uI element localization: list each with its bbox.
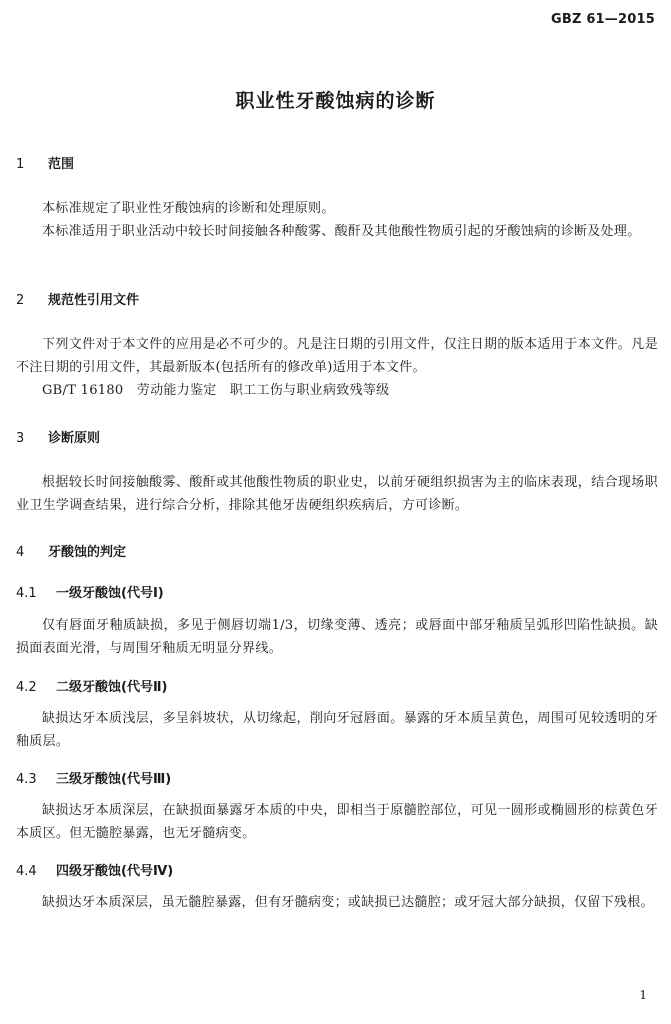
section-4-2-paragraph: 缺损达牙本质浅层，多呈斜坡状，从切缘起，削向牙冠唇面。暴露的牙本质呈黄色，周围可见较透明的牙釉质层。 bbox=[16, 711, 658, 749]
section-4-1-title: 一级牙酸蚀(代号Ⅰ) bbox=[56, 586, 164, 601]
section-4-2-heading bbox=[16, 676, 167, 695]
section-2-number: 2 bbox=[16, 293, 25, 308]
section-4-3-paragraph: 缺损达牙本质深层，在缺损面暴露牙本质的中央，即相当于原髓腔部位，可见一圆形或椭圆形的棕黄色牙本质区。但无髓腔暴露，也无牙髓病变。 bbox=[16, 803, 658, 841]
section-2-reference: GB/T 16180 劳动能力鉴定 职工工伤与职业病致残等级 bbox=[42, 383, 390, 398]
section-4-number: 4 bbox=[16, 545, 25, 560]
section-2-heading bbox=[16, 289, 139, 308]
section-3-number: 3 bbox=[16, 431, 25, 446]
section-3-title: 诊断原则 bbox=[48, 431, 101, 446]
section-2-title: 规范性引用文件 bbox=[48, 293, 140, 308]
section-1-heading bbox=[16, 153, 74, 172]
section-4-2-number: 4.2 bbox=[16, 680, 37, 695]
section-1-title: 范围 bbox=[48, 157, 75, 172]
standard-code: GBZ 61—2015 bbox=[550, 12, 655, 27]
section-4-1-paragraph: 仅有唇面牙釉质缺损，多见于侧唇切端1/3，切缘变薄、透亮；或唇面中部牙釉质呈弧形凹陷性缺损。缺损面表面光滑，与周围牙釉质无明显分界线。 bbox=[16, 618, 658, 656]
section-4-2-title: 二级牙酸蚀(代号Ⅱ) bbox=[56, 680, 168, 695]
section-4-3-title: 三级牙酸蚀(代号Ⅲ) bbox=[56, 772, 172, 787]
document-title: 职业性牙酸蚀病的诊断 bbox=[235, 90, 436, 112]
page-number: 1 bbox=[639, 988, 647, 1002]
section-4-1-number: 4.1 bbox=[16, 586, 37, 601]
section-1-number: 1 bbox=[16, 157, 25, 172]
section-4-1-heading bbox=[16, 582, 164, 601]
section-4-heading bbox=[16, 541, 126, 560]
section-3-heading bbox=[16, 427, 100, 446]
section-4-3-heading bbox=[16, 768, 171, 787]
section-4-4-heading bbox=[16, 860, 173, 879]
section-4-3-number: 4.3 bbox=[16, 772, 37, 787]
section-4-4-title: 四级牙酸蚀(代号Ⅳ) bbox=[56, 864, 174, 879]
section-1-paragraph-2: 本标准适用于职业活动中较长时间接触各种酸雾、酸酐及其他酸性物质引起的牙酸蚀病的诊断及处理。 bbox=[42, 224, 641, 239]
section-4-4-number: 4.4 bbox=[16, 864, 37, 879]
section-4-title: 牙酸蚀的判定 bbox=[48, 545, 127, 560]
section-1-paragraph-1: 本标准规定了职业性牙酸蚀病的诊断和处理原则。 bbox=[42, 201, 335, 216]
section-3-paragraph-1: 根据较长时间接触酸雾、酸酐或其他酸性物质的职业史，以前牙硬组织损害为主的临床表现，结合现场职业卫生学调查结果，进行综合分析，排除其他牙齿硬组织疾病后，方可诊断。 bbox=[16, 475, 658, 513]
section-4-4-paragraph: 缺损达牙本质深层，虽无髓腔暴露，但有牙髓病变；或缺损已达髓腔；或牙冠大部分缺损，仅留下残根。 bbox=[42, 895, 654, 910]
section-2-paragraph-1: 下列文件对于本文件的应用是必不可少的。凡是注日期的引用文件，仅注日期的版本适用于本文件。凡是不注日期的引用文件，其最新版本(包括所有的修改单)适用于本文件。 bbox=[16, 337, 658, 375]
